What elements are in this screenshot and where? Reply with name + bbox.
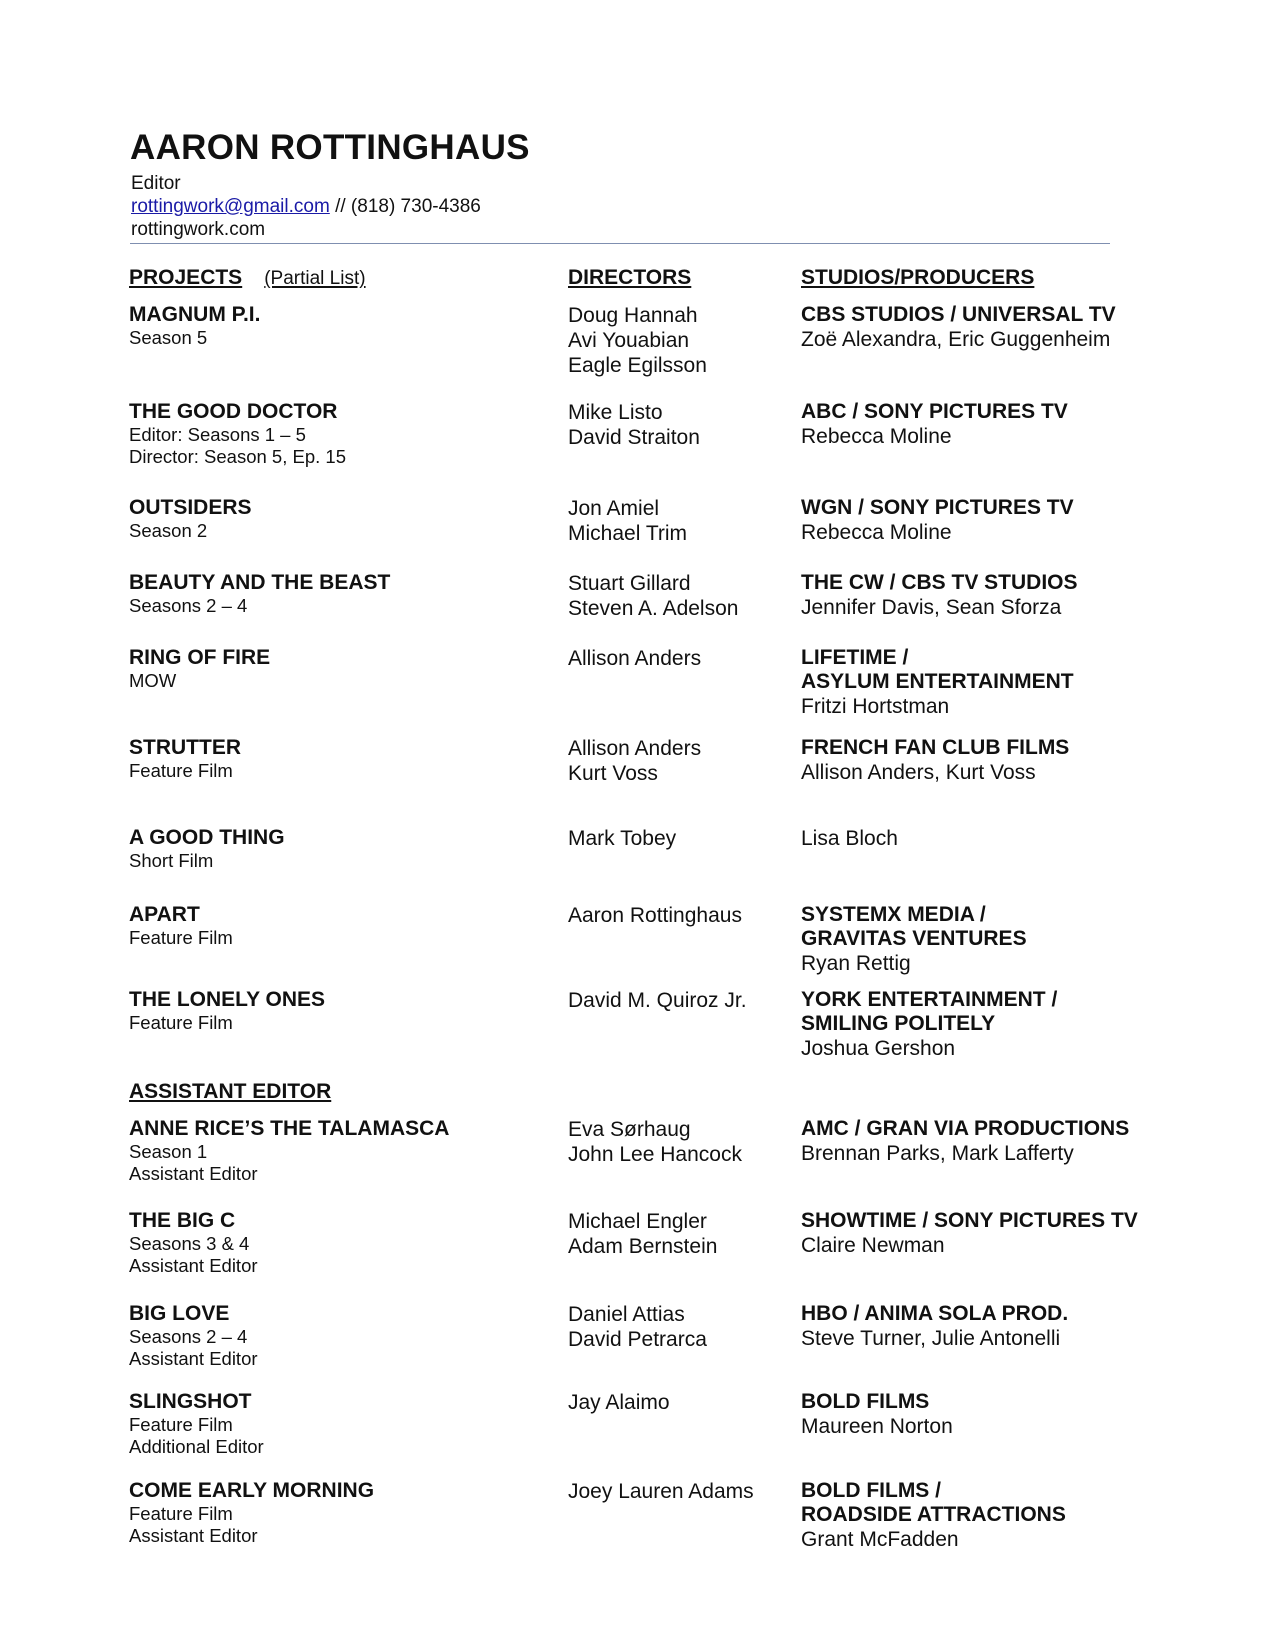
producer-names: Claire Newman	[801, 1234, 945, 1257]
studio-name: AMC / GRAN VIA PRODUCTIONS	[801, 1117, 1130, 1140]
directors-cell	[568, 496, 788, 546]
producer-names: Fritzi Hortstman	[801, 695, 950, 718]
assistant-editor-header: ASSISTANT EDITOR	[129, 1080, 332, 1103]
director-name: Adam Bernstein	[568, 1235, 718, 1258]
project-cell	[129, 826, 549, 872]
director-name: Allison Anders	[568, 647, 702, 670]
director-name: Michael Engler	[568, 1210, 707, 1233]
project-detail: Seasons 2 – 4	[129, 595, 248, 616]
email-link[interactable]: rottingwork@gmail.com	[131, 196, 330, 217]
project-detail: Assistant Editor	[129, 1255, 258, 1276]
studio-cell	[801, 496, 1201, 545]
studio-cell	[801, 736, 1201, 785]
director-name: Aaron Rottinghaus	[568, 904, 742, 927]
project-title: MAGNUM P.I.	[129, 303, 261, 326]
project-detail: Editor: Seasons 1 – 5	[129, 424, 306, 445]
studio-name: SMILING POLITELY	[801, 1012, 996, 1035]
project-detail: Additional Editor	[129, 1436, 264, 1457]
project-detail: Assistant Editor	[129, 1348, 258, 1369]
studio-name: ASYLUM ENTERTAINMENT	[801, 670, 1074, 693]
directors-cell	[568, 400, 788, 450]
directors-cell	[568, 988, 788, 1013]
producer-names: Ryan Rettig	[801, 952, 911, 975]
studio-cell	[801, 826, 1201, 851]
project-title: BEAUTY AND THE BEAST	[129, 571, 391, 594]
studio-cell	[801, 571, 1201, 620]
studio-name: FRENCH FAN CLUB FILMS	[801, 736, 1070, 759]
project-detail: Season 1	[129, 1141, 208, 1162]
producer-names: Grant McFadden	[801, 1528, 959, 1551]
partial-list-note: (Partial List)	[264, 268, 366, 289]
producer-names: Rebecca Moline	[801, 521, 952, 544]
director-name: John Lee Hancock	[568, 1143, 742, 1166]
project-cell	[129, 988, 549, 1034]
project-cell	[129, 903, 549, 949]
project-detail: Feature Film	[129, 927, 233, 948]
directors-cell	[568, 571, 788, 621]
studios-header: STUDIOS/PRODUCERS	[801, 266, 1035, 289]
producer-names: Brennan Parks, Mark Lafferty	[801, 1142, 1074, 1165]
project-title: SLINGSHOT	[129, 1390, 252, 1413]
director-name: Jay Alaimo	[568, 1391, 670, 1414]
project-title: RING OF FIRE	[129, 646, 271, 669]
studio-name: ABC / SONY PICTURES TV	[801, 400, 1068, 423]
project-cell	[129, 1479, 549, 1547]
studio-cell	[801, 1302, 1201, 1351]
project-title: BIG LOVE	[129, 1302, 230, 1325]
project-title: ANNE RICE’S THE TALAMASCA	[129, 1117, 450, 1140]
directors-cell	[568, 1479, 788, 1504]
project-title: THE GOOD DOCTOR	[129, 400, 338, 423]
project-detail: Seasons 3 & 4	[129, 1233, 250, 1254]
director-name: Steven A. Adelson	[568, 597, 739, 620]
director-name: Mike Listo	[568, 401, 663, 424]
directors-cell	[568, 303, 788, 378]
director-name: Jon Amiel	[568, 497, 660, 520]
project-detail: Director: Season 5, Ep. 15	[129, 446, 346, 467]
director-name: Stuart Gillard	[568, 572, 691, 595]
producer-names: Steve Turner, Julie Antonelli	[801, 1327, 1061, 1350]
studio-cell	[801, 400, 1201, 449]
studio-name: SYSTEMX MEDIA /	[801, 903, 986, 926]
project-title: STRUTTER	[129, 736, 241, 759]
producer-names: Allison Anders, Kurt Voss	[801, 761, 1036, 784]
project-detail: Season 5	[129, 327, 208, 348]
project-detail: Feature Film	[129, 760, 233, 781]
project-detail: Short Film	[129, 850, 214, 871]
project-cell	[129, 1209, 549, 1277]
project-cell	[129, 646, 549, 692]
project-title: THE BIG C	[129, 1209, 236, 1232]
producer-names: Jennifer Davis, Sean Sforza	[801, 596, 1062, 619]
director-name: Kurt Voss	[568, 762, 658, 785]
studio-name: BOLD FILMS /	[801, 1479, 941, 1502]
projects-header-label: PROJECTS	[129, 266, 243, 289]
studio-name: SHOWTIME / SONY PICTURES TV	[801, 1209, 1138, 1232]
contact-separator: //	[329, 196, 351, 217]
project-detail: MOW	[129, 670, 177, 691]
project-cell	[129, 1117, 549, 1185]
role-title: Editor	[131, 173, 181, 194]
director-name: Eagle Egilsson	[568, 354, 707, 377]
director-name: Daniel Attias	[568, 1303, 685, 1326]
project-cell	[129, 303, 549, 349]
studio-cell	[801, 1117, 1201, 1166]
projects-header	[129, 267, 366, 288]
producer-names: Maureen Norton	[801, 1415, 953, 1438]
director-name: David Straiton	[568, 426, 700, 449]
website: rottingwork.com	[131, 219, 266, 240]
studio-cell	[801, 303, 1201, 352]
project-detail: Assistant Editor	[129, 1163, 258, 1184]
studio-name: GRAVITAS VENTURES	[801, 927, 1027, 950]
director-name: Doug Hannah	[568, 304, 698, 327]
directors-cell	[568, 1302, 788, 1352]
studio-cell	[801, 903, 1201, 976]
studio-cell	[801, 646, 1201, 719]
directors-header: DIRECTORS	[568, 266, 692, 289]
studio-cell	[801, 1390, 1201, 1439]
phone-number: (818) 730-4386	[350, 196, 481, 217]
contact-line	[131, 195, 481, 218]
director-name: Mark Tobey	[568, 827, 677, 850]
project-title: COME EARLY MORNING	[129, 1479, 375, 1502]
project-detail: Feature Film	[129, 1414, 233, 1435]
project-title: APART	[129, 903, 200, 926]
director-name: David M. Quiroz Jr.	[568, 989, 747, 1012]
director-name: David Petrarca	[568, 1328, 707, 1351]
project-cell	[129, 1390, 549, 1458]
directors-cell	[568, 646, 788, 671]
project-title: OUTSIDERS	[129, 496, 252, 519]
studio-name: HBO / ANIMA SOLA PROD.	[801, 1302, 1069, 1325]
studio-cell	[801, 988, 1201, 1061]
directors-cell	[568, 736, 788, 786]
director-name: Joey Lauren Adams	[568, 1480, 754, 1503]
directors-cell	[568, 1117, 788, 1167]
director-name: Eva Sørhaug	[568, 1118, 691, 1141]
studio-name: LIFETIME /	[801, 646, 909, 669]
studio-name: CBS STUDIOS / UNIVERSAL TV	[801, 303, 1116, 326]
director-name: Allison Anders	[568, 737, 702, 760]
project-cell	[129, 571, 549, 617]
project-detail: Feature Film	[129, 1012, 233, 1033]
applicant-name: AARON ROTTINGHAUS	[130, 128, 530, 167]
header-divider	[130, 243, 1110, 244]
project-cell	[129, 400, 549, 468]
studio-name: YORK ENTERTAINMENT /	[801, 988, 1058, 1011]
director-name: Avi Youabian	[568, 329, 690, 352]
project-title: THE LONELY ONES	[129, 988, 326, 1011]
studio-name: WGN / SONY PICTURES TV	[801, 496, 1074, 519]
directors-cell	[568, 1209, 788, 1259]
project-cell	[129, 496, 549, 542]
studio-cell	[801, 1479, 1201, 1552]
project-detail: Feature Film	[129, 1503, 233, 1524]
contact-block	[131, 172, 481, 241]
studio-name: BOLD FILMS	[801, 1390, 930, 1413]
producer-names: Joshua Gershon	[801, 1037, 956, 1060]
producer-names: Zoë Alexandra, Eric Guggenheim	[801, 328, 1111, 351]
project-detail: Season 2	[129, 520, 208, 541]
producer-names: Rebecca Moline	[801, 425, 952, 448]
directors-cell	[568, 903, 788, 928]
project-detail: Assistant Editor	[129, 1525, 258, 1546]
directors-cell	[568, 1390, 788, 1415]
project-cell	[129, 736, 549, 782]
project-detail: Seasons 2 – 4	[129, 1326, 248, 1347]
studio-name: ROADSIDE ATTRACTIONS	[801, 1503, 1066, 1526]
studio-cell	[801, 1209, 1201, 1258]
studio-name: THE CW / CBS TV STUDIOS	[801, 571, 1078, 594]
directors-cell	[568, 826, 788, 851]
director-name: Michael Trim	[568, 522, 688, 545]
project-cell	[129, 1302, 549, 1370]
project-title: A GOOD THING	[129, 826, 285, 849]
producer-names: Lisa Bloch	[801, 827, 898, 850]
